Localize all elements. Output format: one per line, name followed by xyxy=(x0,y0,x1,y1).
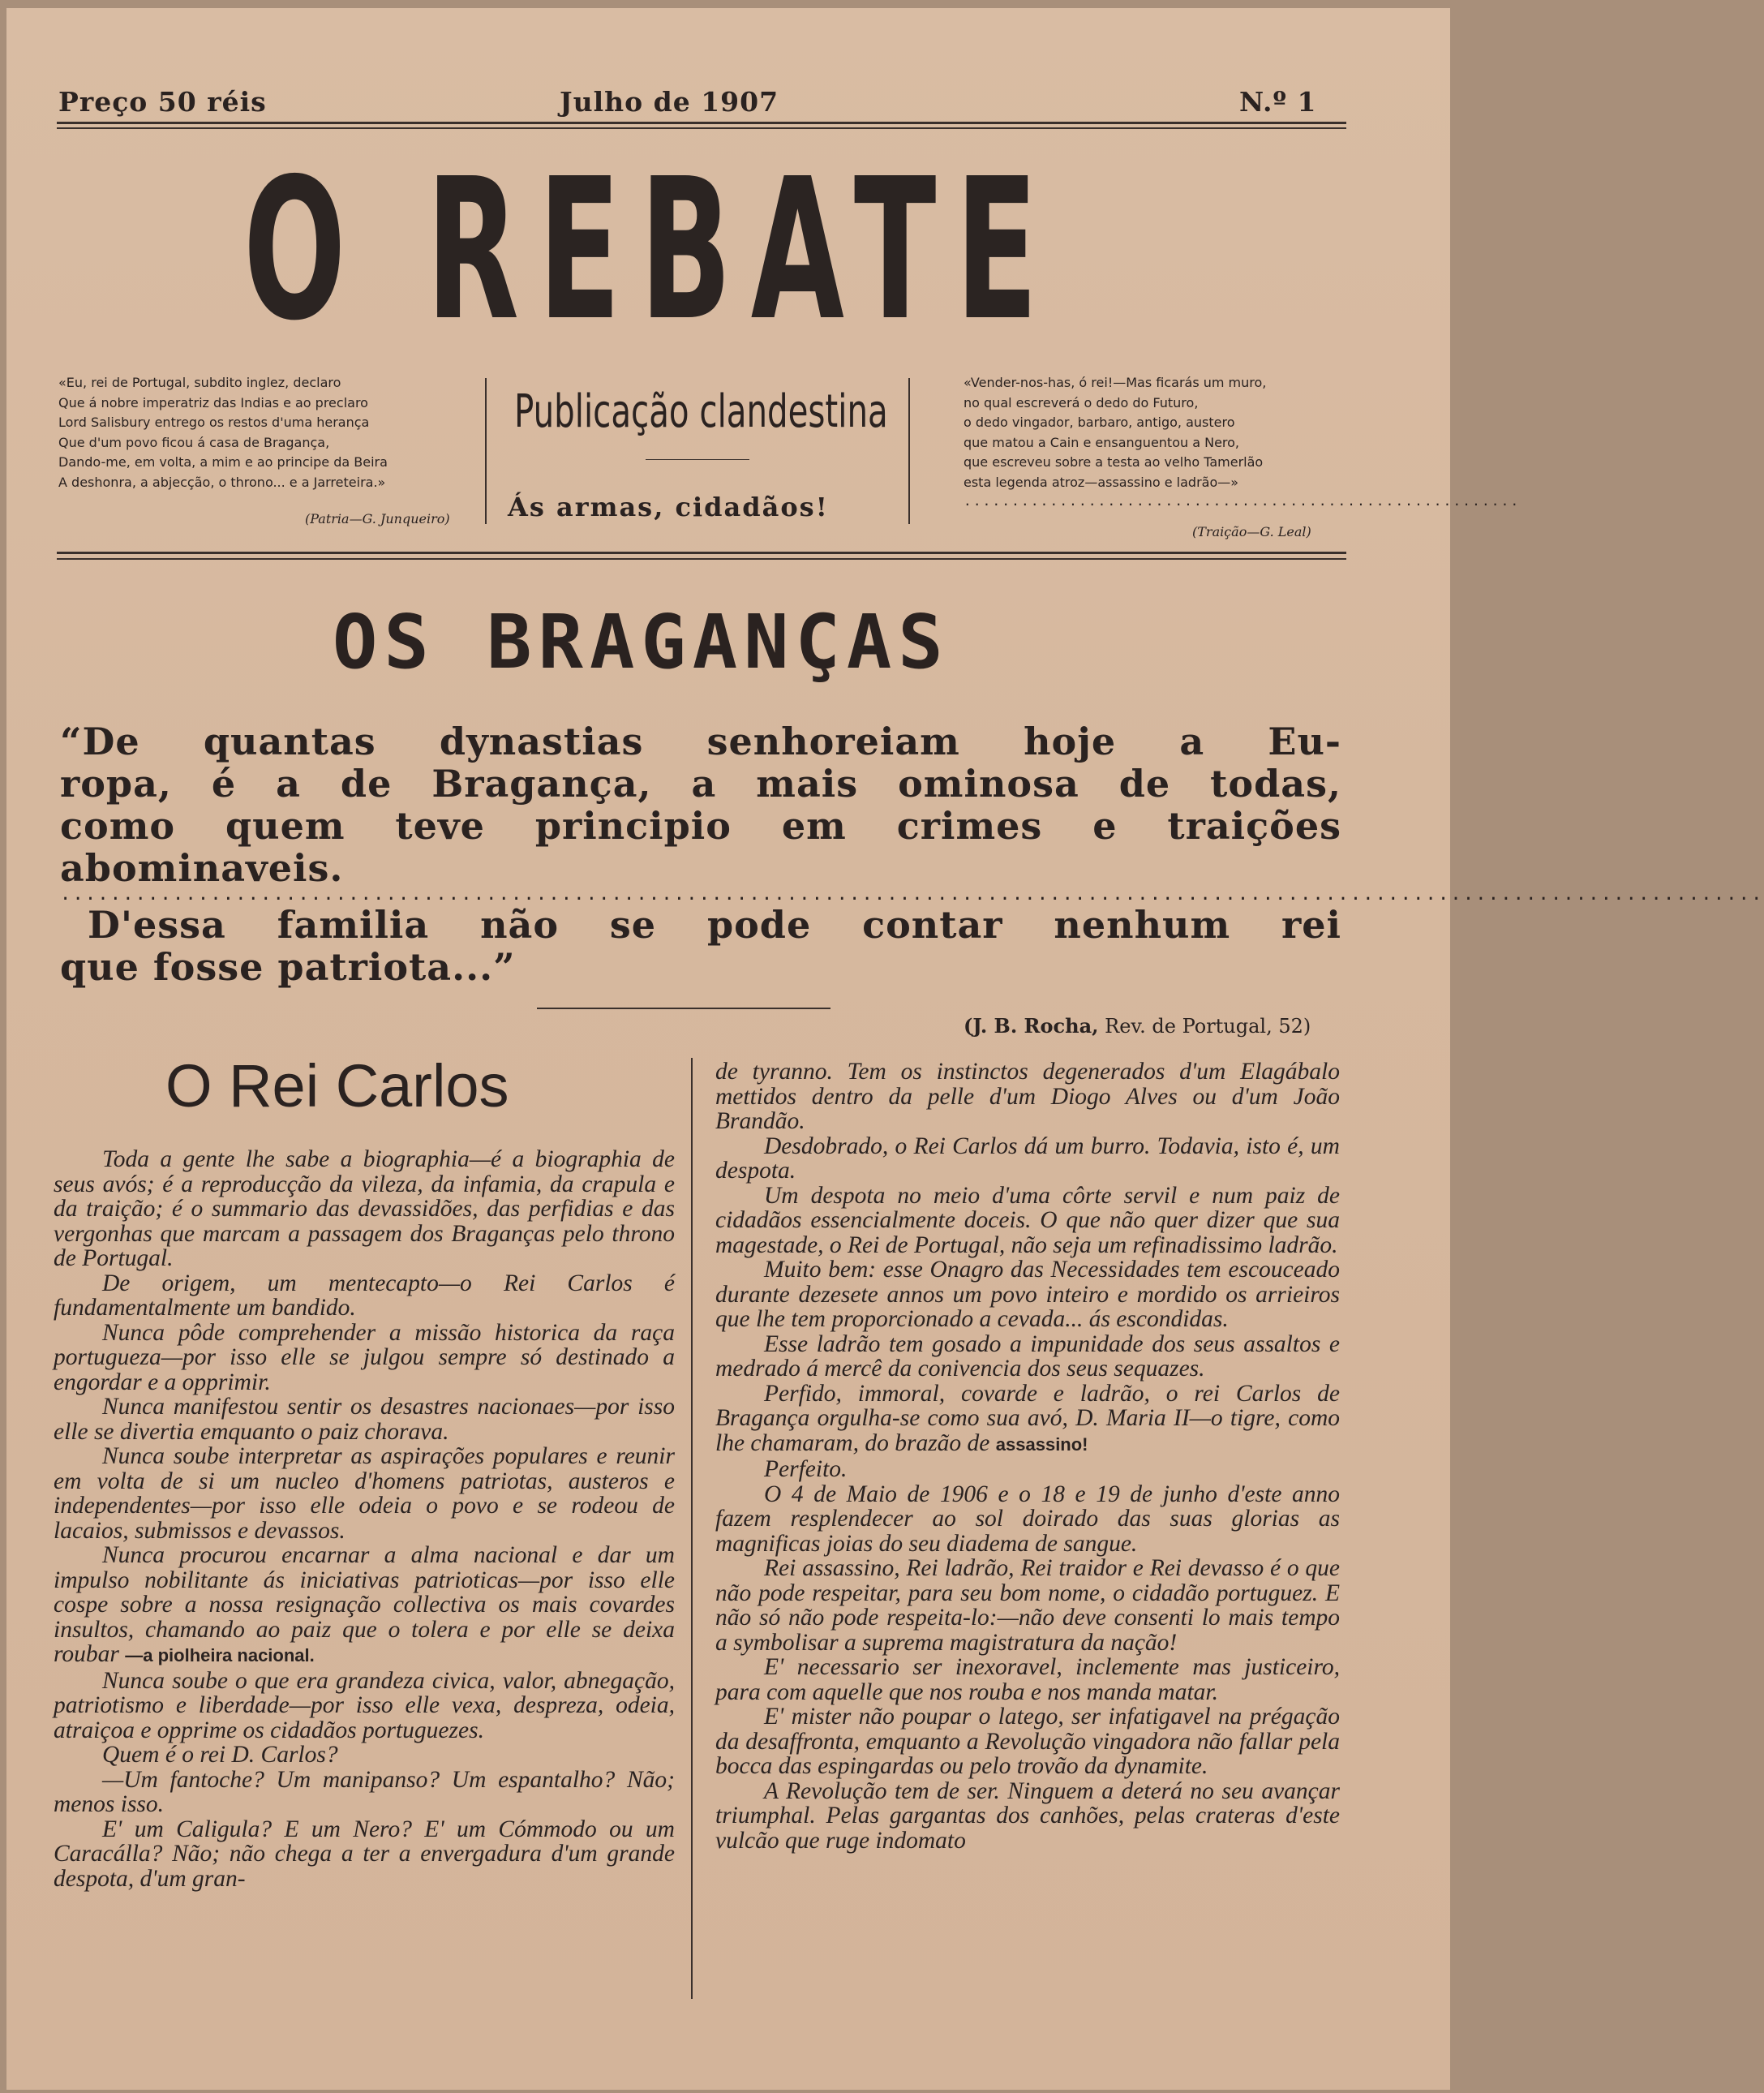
epigraph-line: Que d'um povo ficou á casa de Bragança, xyxy=(58,434,330,450)
article-column-1 xyxy=(54,1147,675,1891)
paragraph-emphasis: —a piolheira nacional. xyxy=(125,1645,315,1665)
quote-dots: ........................................................................................................................................ xyxy=(60,884,1764,905)
article-column-divider xyxy=(691,1058,693,1999)
paragraph: O 4 de Maio de 1906 e o 18 e 19 de junho d'este anno fazem resplendecer ao sol doirado das suas glorias as magnificas joias do seu diadema de sangue. xyxy=(715,1481,1340,1557)
price-label: Preço 50 réis xyxy=(58,86,267,118)
epigraph-right xyxy=(964,373,1266,492)
paragraph: Rei assassino, Rei ladrão, Rei traidor e Rei devasso é o que não pode respeitar, para seu bom nome, o cidadão portuguez. E não só não pode respeita-lo:—não deve consenti lo mais tempo a symbolisar a suprema magistratura da nação! xyxy=(715,1555,1340,1656)
epigraph-line: «Vender-nos-has, ó rei!—Mas ficarás um muro, xyxy=(964,375,1267,390)
paragraph: De origem, um mentecapto—o Rei Carlos é fundamentalmente um bandido. xyxy=(54,1270,675,1321)
issue-number: N.º 1 xyxy=(1239,86,1317,118)
paragraph: Nunca manifestou sentir os desastres nacionaes—por isso elle se divertia emquanto o paiz chorava. xyxy=(54,1394,675,1445)
paragraph: Um despota no meio d'uma côrte servil e num paiz de cidadãos essencialmente doceis. O que não quer dizer que sua magestade, o Rei de Portugal, não seja um refinadissimo ladrão. xyxy=(715,1182,1340,1258)
paragraph: Nunca soube o que era grandeza civica, valor, abnegação, patriotismo e liberdade—por isso elle vexa, despreza, odeia, atraiçoa e opprime os cidadãos portuguezes. xyxy=(54,1667,675,1743)
quote-line: D'essa familia não se pode contar nenhum rei xyxy=(88,903,1341,947)
masthead-subtitle: Publicação clandestina xyxy=(514,385,888,438)
paragraph: Muito bem: esse Onagro das Necessidades tem escouceado durante dezesete annos um povo inteiro e mordido os arrieiros que lhe tem proporcionado a cevada... ás escondidas. xyxy=(715,1257,1340,1332)
epigraph-line: «Eu, rei de Portugal, subdito inglez, declaro xyxy=(58,375,341,390)
newspaper-page xyxy=(6,8,1764,2090)
epigraph-line: no qual escreverá o dedo do Futuro, xyxy=(964,394,1199,410)
issue-date: Julho de 1907 xyxy=(560,86,779,118)
paragraph-text: Nunca procurou encarnar a alma nacional e dar um impulso nobilitante ás iniciativas patrioticas—por isso elle cospe sobre a nossa resignação collectiva os mais covardes insultos, chamando ao paiz que o tolera e por elle se deixa roubar xyxy=(54,1542,675,1667)
quote-credit xyxy=(964,1014,1311,1038)
column-divider-right xyxy=(908,378,910,524)
paragraph xyxy=(715,1382,1340,1458)
paragraph-emphasis: assassino! xyxy=(995,1433,1088,1455)
header-rule-top xyxy=(57,122,1346,124)
quote-line: “De quantas dynastias senhoreiam hoje a Eu- xyxy=(60,720,1341,763)
paragraph: E' um Caligula? E um Nero? E' um Cómmodo ou um Caracálla? Não; não chega a ter a envergadura d'um grande despota, d'um gran- xyxy=(54,1816,675,1892)
epigraph-line: que matou a Cain e ensanguentou a Nero, xyxy=(964,434,1240,450)
epigraph-line: que escreveu sobre a testa ao velho Tamerlão xyxy=(964,454,1264,470)
epigraph-left xyxy=(58,373,388,492)
masthead-title: O REBATE xyxy=(243,136,1058,363)
paragraph: A Revolução tem de ser. Ninguem a deterá no seu avançar triumphal. Pelas gargantas dos canhões, pelas crateras d'este vulcão que ruge indomato xyxy=(715,1777,1340,1854)
quote-line: ropa, é a de Bragança, a mais ominosa de todas, xyxy=(60,762,1341,806)
subtitle-rule xyxy=(646,459,749,460)
headline: OS BRAGANÇAS xyxy=(333,599,950,685)
quote-line: que fosse patriota...” xyxy=(60,945,516,989)
paragraph-text: Perfido, immoral, covarde e ladrão, o rei Carlos de Bragança orgulha-se como sua avó, D. Maria II—o tigre, como lhe chamaram, do brazão de xyxy=(715,1380,1340,1456)
masthead-rule-top xyxy=(57,552,1346,554)
quote-credit-author: (J. B. Rocha, xyxy=(964,1014,1099,1038)
quote-block-3 xyxy=(60,946,1341,988)
paragraph: Toda a gente lhe sabe a biographia—é a biographia de seus avós; é a reproducção da vileza, da infamia, da crapula e da traição; é o summario das devassidões, das perfidias e das vergonhas que marcam a passagem dos Braganças pelo throno de Portugal. xyxy=(54,1146,675,1271)
epigraph-line: A deshonra, a abjecção, o throno... e a Jarreteira.» xyxy=(58,474,386,490)
epigraph-line: Lord Salisbury entrego os restos d'uma herança xyxy=(58,415,370,430)
header-rule-bottom xyxy=(57,127,1346,129)
epigraph-line: Dando-me, em volta, a mim e ao principe da Beira xyxy=(58,454,388,470)
article-title: O Rei Carlos xyxy=(165,1052,509,1120)
quote-credit-source: Rev. de Portugal, 52) xyxy=(1105,1015,1311,1038)
paragraph xyxy=(54,1543,675,1669)
paragraph: Quem é o rei D. Carlos? xyxy=(102,1742,338,1768)
article-column-2 xyxy=(715,1059,1340,1853)
epigraph-line: esta legenda atroz—assassino e ladrão—» xyxy=(964,474,1239,490)
quote-line: abominaveis. xyxy=(60,846,344,890)
paragraph: E' necessario ser inexoravel, inclemente mas justiceiro, para com aquelle que nos rouba e nos manda matar. xyxy=(715,1654,1340,1705)
epigraph-left-credit: (Patria—G. Junqueiro) xyxy=(305,511,450,526)
masthead-slogan: Ás armas, cidadãos! xyxy=(508,492,829,522)
epigraph-line: o dedo vingador, barbaro, antigo, austero xyxy=(964,415,1235,430)
quote-line: como quem teve principio em crimes e traições xyxy=(60,804,1341,848)
paragraph: E' mister não poupar o latego, ser infatigavel na prégação da desaffronta, emquanto a Revolução vingadora não fallar pela bocca das espingardas ou pelo trovão da dynamite. xyxy=(715,1704,1340,1779)
paragraph: Nunca pôde comprehender a missão historica da raça portugueza—por isso elle se julgou sempre só destinado a engordar e a opprimir. xyxy=(54,1319,675,1395)
paragraph: de tyranno. Tem os instinctos degenerados d'um Elagábalo mettidos dentro da pelle d'um Diogo Alves ou d'um João Brandão. xyxy=(715,1059,1340,1134)
paragraph: —Um fantoche? Um manipanso? Um espantalho? Não; menos isso. xyxy=(54,1766,675,1817)
epigraph-right-credit: (Traição—G. Leal) xyxy=(1192,524,1311,539)
quote-separator xyxy=(537,1008,830,1009)
paragraph: Esse ladrão tem gosado a impunidade dos seus assaltos e medrado á mercê da conivencia dos seus sequazes. xyxy=(715,1330,1340,1382)
masthead-rule-bottom xyxy=(57,558,1346,560)
quote-block xyxy=(60,720,1341,889)
column-divider-left xyxy=(485,378,487,524)
paragraph: Nunca soube interpretar as aspirações populares e reunir em volta de si um nucleo d'homens patriotas, austeros e independentes—por isso elle odeia o povo e se rodeou de lacaios, submissos e devassos. xyxy=(54,1443,675,1544)
paragraph: Perfeito. xyxy=(764,1456,848,1482)
quote-block-2 xyxy=(88,904,1341,946)
epigraph-right-dots: .......................................................... xyxy=(964,493,1521,509)
paragraph: Desdobrado, o Rei Carlos dá um burro. Todavia, isto é, um despota. xyxy=(715,1132,1340,1184)
epigraph-line: Que á nobre imperatriz das Indias e ao preclaro xyxy=(58,394,368,410)
